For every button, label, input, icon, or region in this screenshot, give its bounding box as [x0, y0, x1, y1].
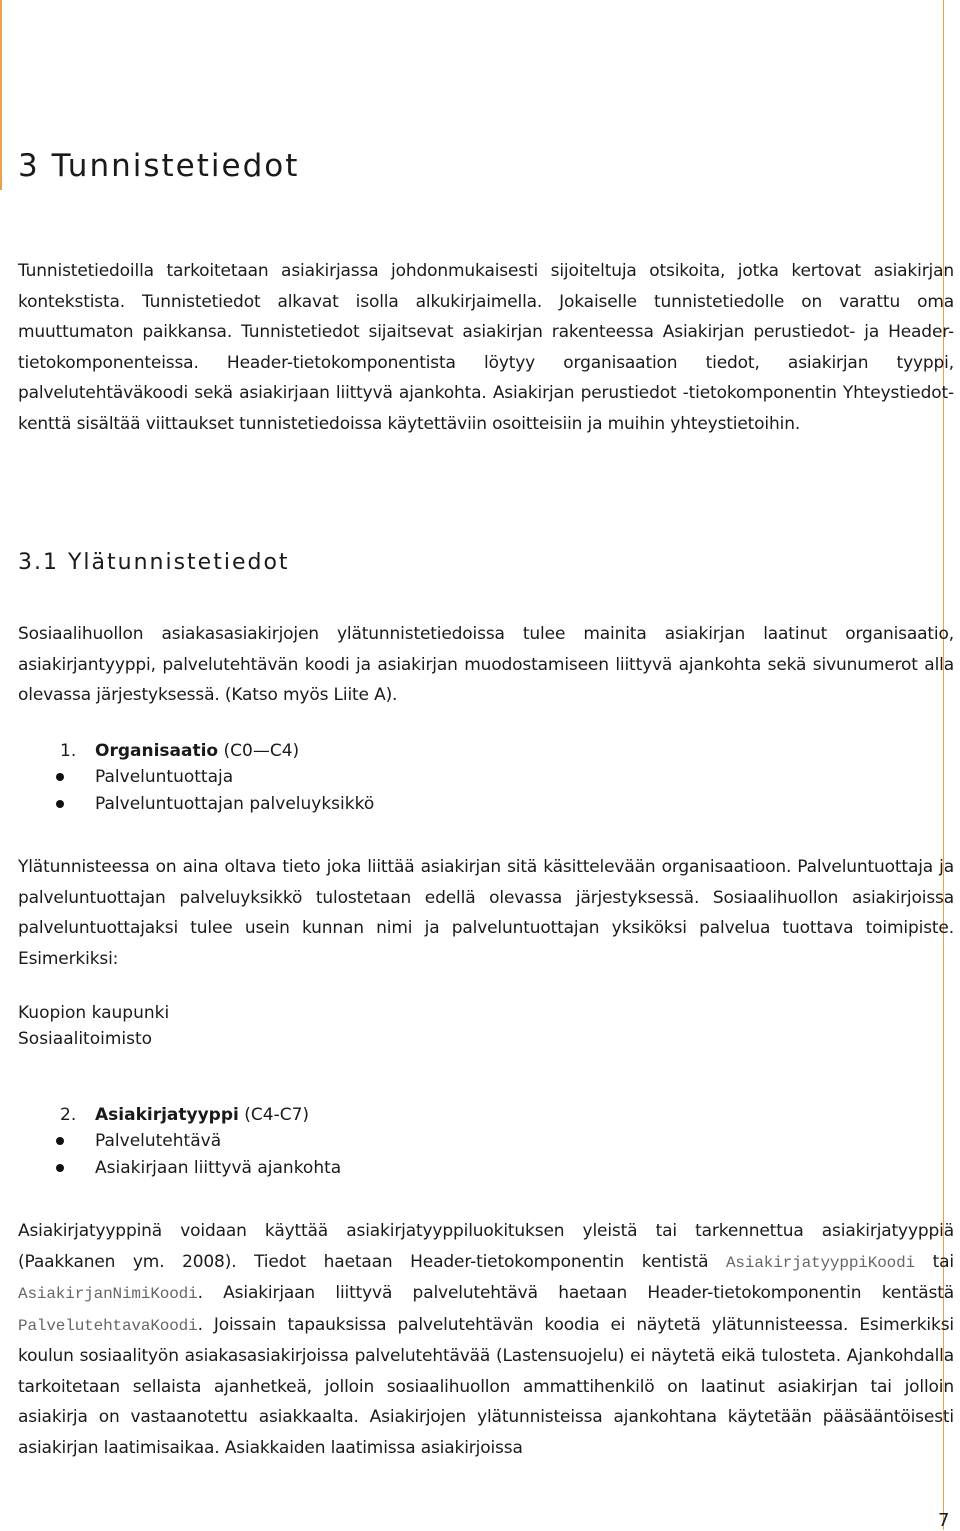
bullet-item: Palveluntuottajan palveluyksikkö [95, 794, 375, 814]
field-name-code: AsiakirjatyyppiKoodi [725, 1253, 916, 1272]
section-intro-paragraph: Sosiaalihuollon asiakasasiakirjojen ylätunnistetiedoissa tulee mainita asiakirjan laatinut organisaatio, asiakirjantyyppi, palvelutehtävän koodi ja asiakirjan muodostamiseen liittyvä ajankohta sekä sivunumerot alla olevassa järjestyksessä. (Katso myös Liite A). [18, 624, 954, 705]
bullet-item: Palveluntuottaja [95, 767, 234, 787]
field-name-code: PalvelutehtavaKoodi [18, 1316, 198, 1335]
list-item-asiakirjatyyppi [60, 1102, 309, 1128]
list-item-code: (C4-C7) [244, 1105, 310, 1125]
list-number: 1. [60, 741, 77, 761]
chapter-title: 3 Tunnistetiedot [18, 148, 300, 184]
example-line: Kuopion kaupunki [18, 1003, 170, 1023]
bullet-icon [56, 773, 64, 781]
paragraph-text: . Asiakirjaan liittyvä palvelutehtävä haetaan Header-tietokomponentin kentästä [197, 1283, 954, 1303]
page-number: 7 [938, 1510, 950, 1531]
bullet-icon [56, 1137, 64, 1145]
example-line: Sosiaalitoimisto [18, 1029, 153, 1049]
margin-rule [0, 0, 2, 190]
paragraph-text: tai [915, 1251, 954, 1272]
list-item-organisaatio [60, 738, 299, 764]
bullet-icon [56, 1164, 64, 1172]
bullet-item: Palvelutehtävä [95, 1131, 222, 1151]
list-number: 2. [60, 1105, 77, 1125]
document-type-paragraph [18, 1216, 954, 1463]
organisation-paragraph: Ylätunnisteessa on aina oltava tieto joka liittää asiakirjan sitä käsittelevään organisaatioon. Palveluntuottaja ja palveluntuottajan palveluyksikkö tulostetaan edellä olevassa järjestyksessä. Sosiaalihuollon asiakirjoissa palveluntuottajaksi tulee usein kunnan nimi ja palveluntuottajan yksiköksi palvelua tuottava toimipiste. Esimerkiksi: [18, 857, 954, 969]
bullet-icon [56, 800, 64, 808]
field-name-code: AsiakirjanNimiKoodi [18, 1285, 198, 1303]
paragraph-text: . Joissain tapauksissa palvelutehtävän koodia ei näytetä ylätunnisteessa. Esimerkiksi koulun sosiaalityön asiakasasiakirjoissa palvelutehtävää (Lastensuojelu) ei näytetä eikä tulosteta. Ajankohdalla tarkoitetaan sellaista ajanhetkeä, jolloin sosiaalihuollon ammattihenkilö on laatinut asiakirjan tai jolloin asiakirja on vastaanotettu asiakkaalta. Asiakirjojen ylätunnisteissa ajankohtana käytetään pääsääntöisesti asiakirjan laatimisaikaa. Asiakkaiden laatimissa asiakirjoissa [18, 1314, 954, 1458]
chapter-intro-paragraph: Tunnistetiedoilla tarkoitetaan asiakirjassa johdonmukaisesti sijoiteltuja otsikoita, jotka kertovat asiakirjan kontekstista. Tunnistetiedot alkavat isolla alkukirjaimella. Jokaiselle tunnistetiedolle on varattu oma muuttumaton paikkansa. Tunnistetiedot sijaitsevat asiakirjan rakenteessa Asiakirjan perustiedot- ja Header-tietokomponenteissa. Header-tietokomponentista löytyy organisaation tiedot, asiakirjan tyyppi, palvelutehtäväkoodi sekä asiakirjaan liittyvä ajankohta. Asiakirjan perustiedot -tietokomponentin Yhteystiedot-kenttä sisältää viittaukset tunnistetiedoissa käytettäviin osoitteisiin ja muihin yhteystietoihin. [18, 261, 954, 434]
list-item-title: Asiakirjatyyppi [95, 1105, 239, 1125]
list-item-title: Organisaatio [95, 741, 219, 761]
bullet-item: Asiakirjaan liittyvä ajankohta [95, 1158, 342, 1178]
paragraph-text: Asiakirjatyyppinä voidaan käyttää asiakirjatyyppiluokituksen yleistä tai tarkennettua asiakirjatyyppiä (Paakkanen ym. 2008). Tiedot haetaan Header-tietokomponentin kentistä [18, 1221, 954, 1272]
section-title: 3.1 Ylätunnistetiedot [18, 550, 290, 575]
list-item-code: (C0—C4) [223, 741, 300, 761]
